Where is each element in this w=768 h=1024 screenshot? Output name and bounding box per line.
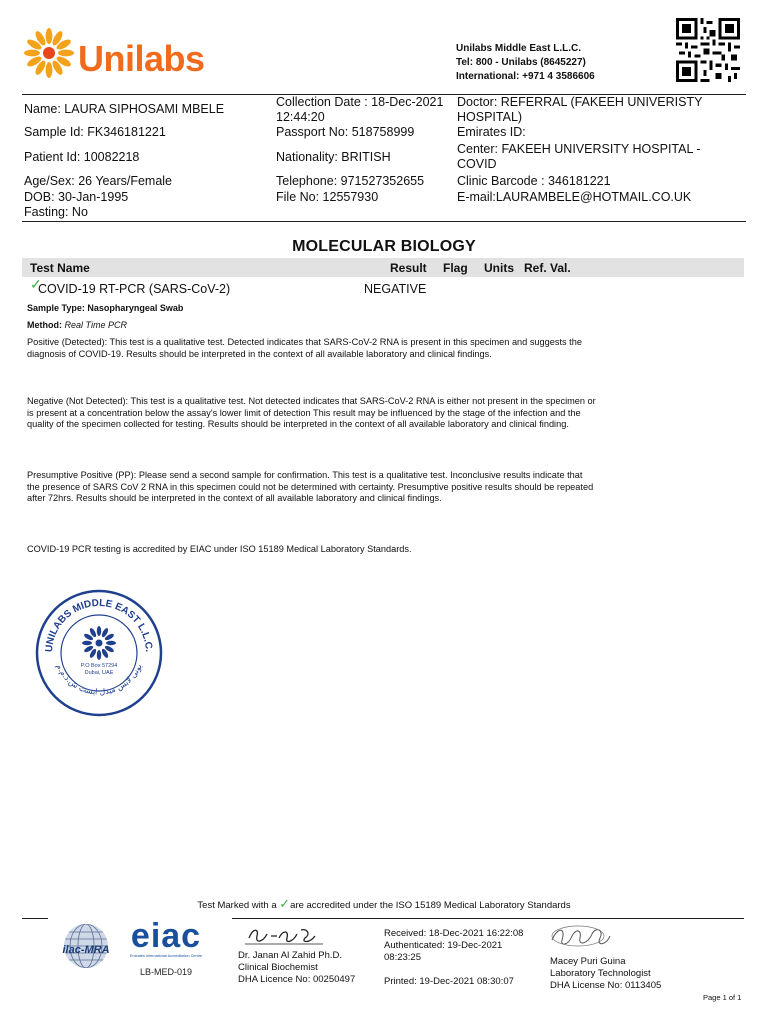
doctor: Doctor: REFERRAL (FAKEEH UNIVERISTY [457, 95, 703, 109]
doctor-signature-icon [245, 924, 325, 948]
accredited-check-icon: ✓ [30, 276, 42, 292]
eiac-wordmark: eiac [130, 917, 202, 955]
accredited-pre: Test Marked with a [197, 900, 277, 911]
unilabs-logo-icon [22, 26, 76, 80]
accreditation-footer [0, 898, 768, 912]
file-no: File No: 12557930 [276, 190, 379, 204]
ilac-text: ilac-MRA [62, 944, 110, 956]
eiac-subtitle: Emirates International Accreditation Centre [129, 954, 203, 958]
passport-no: Passport No: 518758999 [276, 125, 415, 139]
doctor-block [238, 950, 355, 986]
qr-code-icon [676, 18, 740, 82]
col-ref: Ref. Val. [524, 261, 571, 275]
sample-type-value: Nasopharyngeal Swab [87, 303, 184, 313]
sample-id: Sample Id: FK346181221 [24, 125, 166, 139]
fasting: Fasting: No [24, 205, 88, 219]
doctor-name: Dr. Janan Al Zahid Ph.D. [238, 950, 343, 961]
col-units: Units [484, 261, 514, 275]
sample-type-label: Sample Type: [27, 303, 85, 313]
dates-block [384, 928, 523, 988]
presumptive-note: Presumptive Positive (PP): Please send a second sample for confirmation. This test is a qualitative test. Inconclusive results indicate that the presence of SARS CoV 2 RNA in this specimen could not be determined with certainty. Presumptive positive results should be repeated after 72hrs. Results should be interpreted in the context of all available laboratory and clinical findings. [27, 470, 594, 504]
footer-divider-right [232, 918, 744, 919]
accredited-post: are accredited under the ISO 15189 Medical Laboratory Standards [290, 900, 571, 911]
technologist-signature-icon [548, 922, 612, 952]
stamp-arabic-text: يونى لابس ميدل ايست ش.ذ.م.م [54, 662, 144, 697]
negative-note: Negative (Not Detected): This test is a qualitative test. Not detected indicates that SARS-CoV-2 RNA is either not present in the specimen or is present at a concentration below the assay's lower limit of detection This result may be influenced by the stage of the infection and the quality of the specimen collected for testing. Results should be interpreted in the context of all available laboratory and clinical finding. [27, 396, 596, 430]
col-test-name: Test Name [30, 261, 90, 275]
company-stamp-icon [34, 588, 164, 718]
table-header [22, 258, 744, 277]
doctor-role: Clinical Biochemist [238, 962, 318, 973]
ilac-mra-logo-icon [56, 920, 116, 982]
printed-date: Printed: 19-Dec-2021 08:30:07 [384, 976, 514, 987]
patient-id: Patient Id: 10082218 [24, 150, 140, 164]
doctor-licence: DHA Licence No: 00250497 [238, 974, 356, 985]
patient-divider [22, 221, 746, 222]
page-number: Page 1 of 1 [703, 993, 742, 1002]
authenticated-date: Authenticated: 19-Dec-2021 [384, 940, 503, 951]
col-result: Result [390, 261, 427, 275]
dob: DOB: 30-Jan-1995 [24, 190, 129, 204]
method-label: Method: [27, 320, 62, 330]
nationality: Nationality: BRITISH [276, 150, 391, 164]
col-flag: Flag [443, 261, 468, 275]
accredited-check-icon: ✓ [279, 896, 291, 911]
section-title: MOLECULAR BIOLOGY [292, 238, 476, 255]
brand-name: Unilabs [78, 38, 205, 79]
positive-note: Positive (Detected): This test is a qualitative test. Detected indicates that SARS-CoV-2 RNA is present in this specimen and suggests the diagnosis of COVID-19. Results should be interpreted in the context of all available laboratory and clinical findings. [27, 337, 582, 359]
patient-name: Name: LAURA SIPHOSAMI MBELE [24, 102, 225, 116]
received-date: Received: 18-Dec-2021 16:22:08 [384, 928, 524, 939]
telephone: Telephone: 971527352655 [276, 174, 425, 188]
eiac-logo [118, 918, 214, 984]
method [27, 320, 127, 330]
collection-time: 12:44:20 [276, 110, 325, 124]
accreditation-note: COVID-19 PCR testing is accredited by EIAC under ISO 15189 Medical Laboratory Standards. [27, 544, 412, 554]
technologist-block [550, 956, 661, 992]
emirates-id: Emirates ID: [457, 125, 526, 139]
company-tel: Tel: 800 - Unilabs (8645227) [456, 57, 586, 68]
stamp-po-box: P.O Box 57294 [80, 663, 118, 669]
company-intl: International: +971 4 3586606 [456, 71, 595, 82]
age-sex: Age/Sex: 26 Years/Female [24, 174, 173, 188]
collection-date: Collection Date : 18-Dec-2021 [276, 95, 444, 109]
test-result: NEGATIVE [364, 282, 427, 296]
test-name: COVID-19 RT-PCR (SARS-CoV-2) [38, 282, 231, 296]
footer-divider-left [22, 918, 48, 919]
table-row [28, 276, 588, 298]
doctor-hospital: HOSPITAL) [457, 110, 523, 124]
center: Center: FAKEEH UNIVERSITY HOSPITAL - [457, 142, 701, 156]
stamp-ring-text: UNILABS MIDDLE EAST L.L.C. [43, 597, 155, 653]
sample-type [27, 303, 183, 313]
email: E-mail:LAURAMBELE@HOTMAIL.CO.UK [457, 190, 692, 204]
method-value: Real Time PCR [64, 320, 127, 330]
clinic-barcode: Clinic Barcode : 346181221 [457, 174, 611, 188]
technologist-licence: DHA License No: 0113405 [550, 980, 662, 991]
authenticated-time: 08:23:25 [384, 952, 421, 963]
stamp-city: Dubai, UAE [84, 670, 114, 676]
company-info [456, 42, 595, 84]
technologist-name: Macey Puri Guina [550, 956, 626, 967]
company-name: Unilabs Middle East L.L.C. [456, 43, 582, 54]
technologist-role: Laboratory Technologist [550, 968, 651, 979]
center-cont: COVID [457, 157, 497, 171]
lb-number: LB-MED-019 [139, 967, 193, 977]
